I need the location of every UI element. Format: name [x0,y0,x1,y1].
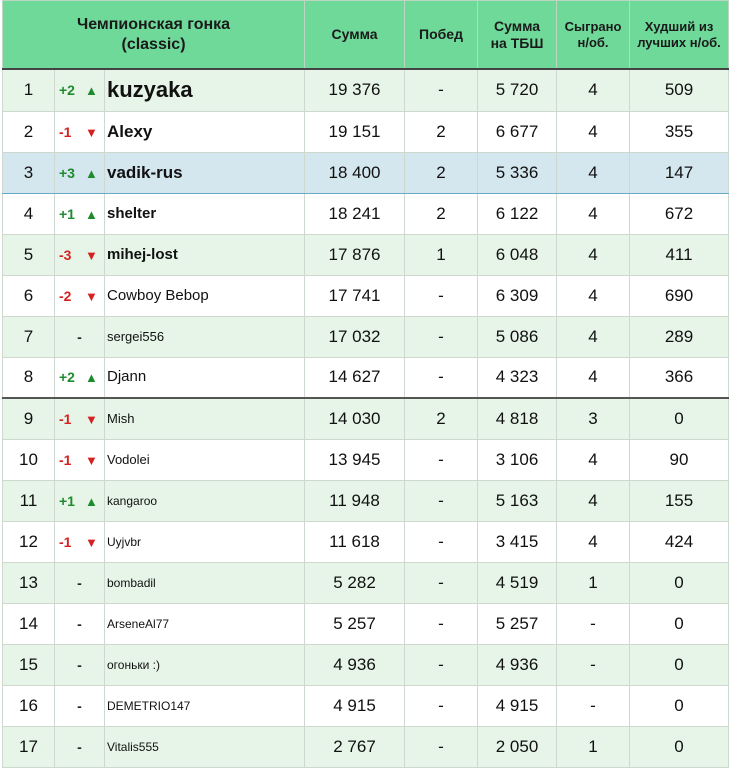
wins-cell: - [405,562,478,603]
player-name: Uyjvbr [107,534,142,549]
rank-cell: 12 [3,521,55,562]
change-cell [55,685,105,726]
tbsh-cell: 6 309 [478,275,557,316]
player-name: Vodolei [107,451,150,467]
tbsh-cell: 5 086 [478,316,557,357]
played-cell: 4 [557,316,630,357]
rank-cell: 9 [3,398,55,439]
player-name-cell [105,193,305,234]
standings-body [3,69,729,767]
arrow-up-icon: ▲ [85,83,98,99]
change-value: -1 [59,123,72,140]
played-cell: 4 [557,275,630,316]
change-cell [55,275,105,316]
sum-cell: 19 151 [305,111,405,152]
rank-cell: 6 [3,275,55,316]
arrow-down-icon: ▼ [85,411,98,427]
change-cell [55,234,105,275]
wins-cell: - [405,275,478,316]
table-row [3,480,729,521]
arrow-down-icon: ▼ [85,288,98,304]
played-cell: 3 [557,398,630,439]
header-played [557,1,630,70]
played-cell: 4 [557,111,630,152]
tbsh-cell: 5 163 [478,480,557,521]
tbsh-cell: 4 818 [478,398,557,439]
change-cell [55,316,105,357]
header-wins [405,1,478,70]
player-name: Vitalis555 [107,739,159,754]
header-tbsh-text: Сумма на ТБШ [490,17,544,51]
player-name: Alexy [107,121,153,141]
change-value: -1 [59,533,72,550]
sum-cell: 17 876 [305,234,405,275]
played-cell: 4 [557,234,630,275]
sum-cell: 14 627 [305,357,405,398]
tbsh-cell: 4 915 [478,685,557,726]
tbsh-cell: 6 048 [478,234,557,275]
change-cell [55,644,105,685]
rank-cell: 10 [3,439,55,480]
change-cell [55,603,105,644]
played-cell: 1 [557,562,630,603]
arrow-up-icon: ▲ [85,165,98,181]
player-name-cell [105,521,305,562]
player-name-cell [105,234,305,275]
player-name: Djann [107,368,147,386]
change-value: -1 [59,410,72,427]
change-cell [55,439,105,480]
player-name: sergei556 [107,328,165,344]
worst-cell: 0 [630,603,729,644]
tbsh-cell: 4 519 [478,562,557,603]
sum-cell: 17 741 [305,275,405,316]
wins-cell: 2 [405,152,478,193]
wins-cell: - [405,685,478,726]
played-cell: 4 [557,480,630,521]
wins-cell: - [405,480,478,521]
arrow-down-icon: ▼ [85,452,98,468]
change-cell [55,562,105,603]
rank-cell: 2 [3,111,55,152]
player-name: огоньки :) [107,657,160,672]
player-name-cell [105,603,305,644]
player-name: Cowboy Bebop [107,286,209,304]
table-row [3,398,729,439]
played-cell: - [557,603,630,644]
sum-cell: 17 032 [305,316,405,357]
player-name-cell [105,644,305,685]
worst-cell: 0 [630,398,729,439]
table-row [3,644,729,685]
worst-cell: 690 [630,275,729,316]
header-title [3,1,305,70]
worst-cell: 366 [630,357,729,398]
wins-cell: - [405,726,478,767]
player-name-cell [105,152,305,193]
sum-cell: 18 400 [305,152,405,193]
worst-cell: 90 [630,439,729,480]
table-row [3,357,729,398]
change-cell [55,480,105,521]
sum-cell: 11 618 [305,521,405,562]
table-row [3,275,729,316]
change-value: -1 [59,451,72,468]
tbsh-cell: 6 677 [478,111,557,152]
arrow-down-icon: ▼ [85,247,98,263]
tbsh-cell: 5 336 [478,152,557,193]
sum-cell: 11 948 [305,480,405,521]
worst-cell: 355 [630,111,729,152]
player-name-cell [105,275,305,316]
rank-cell: 16 [3,685,55,726]
worst-cell: 424 [630,521,729,562]
worst-cell: 155 [630,480,729,521]
tbsh-cell: 3 106 [478,439,557,480]
change-value: +2 [59,82,75,99]
change-value: - [77,574,82,591]
tbsh-cell: 2 050 [478,726,557,767]
played-cell: 1 [557,726,630,767]
change-value: - [77,697,82,714]
rank-cell: 13 [3,562,55,603]
table-row [3,234,729,275]
worst-cell: 289 [630,316,729,357]
played-cell: - [557,644,630,685]
player-name: Mish [107,410,135,426]
sum-cell: 5 257 [305,603,405,644]
sum-cell: 4 936 [305,644,405,685]
sum-cell: 4 915 [305,685,405,726]
arrow-up-icon: ▲ [85,493,98,509]
wins-cell: - [405,69,478,111]
played-cell: 4 [557,521,630,562]
player-name: shelter [107,204,157,222]
worst-cell: 147 [630,152,729,193]
change-cell [55,69,105,111]
wins-cell: - [405,521,478,562]
wins-cell: - [405,603,478,644]
player-name-cell [105,726,305,767]
table-row [3,316,729,357]
rank-cell: 11 [3,480,55,521]
played-cell: 4 [557,357,630,398]
worst-cell: 672 [630,193,729,234]
change-value: +2 [59,369,75,386]
wins-cell: 2 [405,193,478,234]
player-name-cell [105,316,305,357]
played-cell: 4 [557,193,630,234]
change-cell [55,152,105,193]
sum-cell: 19 376 [305,69,405,111]
table-row [3,111,729,152]
change-cell [55,357,105,398]
table-row [3,685,729,726]
tbsh-cell: 6 122 [478,193,557,234]
tbsh-cell: 5 720 [478,69,557,111]
change-value: -3 [59,246,72,263]
player-name: vadik-rus [107,162,183,182]
worst-cell: 509 [630,69,729,111]
change-value: - [77,738,82,755]
played-cell: 4 [557,439,630,480]
table-row [3,603,729,644]
arrow-up-icon: ▲ [85,206,98,222]
header-sum [305,1,405,70]
table-row [3,521,729,562]
rank-cell: 14 [3,603,55,644]
wins-cell: 2 [405,398,478,439]
rank-cell: 17 [3,726,55,767]
played-cell: 4 [557,152,630,193]
table-row [3,69,729,111]
wins-cell: - [405,644,478,685]
change-value: +1 [59,492,75,509]
change-value: - [77,656,82,673]
change-value: +1 [59,205,75,222]
tbsh-cell: 4 936 [478,644,557,685]
change-cell [55,398,105,439]
player-name-cell [105,357,305,398]
player-name: kangaroo [107,493,158,508]
tbsh-cell: 3 415 [478,521,557,562]
header-tbsh [478,1,557,70]
rank-cell: 5 [3,234,55,275]
played-cell: 4 [557,69,630,111]
rank-cell: 3 [3,152,55,193]
rank-cell: 7 [3,316,55,357]
arrow-down-icon: ▼ [85,534,98,550]
worst-cell: 0 [630,726,729,767]
wins-cell: - [405,439,478,480]
wins-cell: - [405,357,478,398]
player-name-cell [105,398,305,439]
arrow-up-icon: ▲ [85,370,98,386]
rank-cell: 1 [3,69,55,111]
change-cell [55,193,105,234]
header-worst [630,1,729,70]
player-name: bombadil [107,575,156,590]
sum-cell: 2 767 [305,726,405,767]
table-row [3,152,729,193]
player-name: DEMETRIO147 [107,698,191,713]
header-sum-text: Сумма [331,26,378,42]
header-worst-text: Худший из лучших н/об. [637,18,721,50]
header-played-text: Сыграно н/об. [564,18,622,50]
change-value: - [77,615,82,632]
change-value: +3 [59,164,75,181]
table-row [3,562,729,603]
change-value: - [77,328,82,345]
rank-cell: 8 [3,357,55,398]
wins-cell: - [405,316,478,357]
player-name-cell [105,562,305,603]
table-row [3,193,729,234]
table-row [3,439,729,480]
sum-cell: 14 030 [305,398,405,439]
arrow-down-icon: ▼ [85,124,98,140]
rank-cell: 4 [3,193,55,234]
worst-cell: 0 [630,644,729,685]
table-row [3,726,729,767]
standings-table [2,0,729,768]
worst-cell: 0 [630,562,729,603]
tbsh-cell: 5 257 [478,603,557,644]
player-name-cell [105,69,305,111]
tbsh-cell: 4 323 [478,357,557,398]
played-cell: - [557,685,630,726]
change-cell [55,726,105,767]
sum-cell: 18 241 [305,193,405,234]
header-title-text: Чемпионская гонка (classic) [76,15,231,53]
player-name: kuzyaka [107,77,193,103]
player-name-cell [105,480,305,521]
wins-cell: 1 [405,234,478,275]
header-row [3,1,729,70]
sum-cell: 5 282 [305,562,405,603]
player-name-cell [105,111,305,152]
change-cell [55,521,105,562]
header-wins-text: Побед [419,26,463,42]
player-name-cell [105,685,305,726]
worst-cell: 0 [630,685,729,726]
player-name: mihej-lost [107,245,178,263]
worst-cell: 411 [630,234,729,275]
change-value: -2 [59,287,72,304]
player-name-cell [105,439,305,480]
change-cell [55,111,105,152]
sum-cell: 13 945 [305,439,405,480]
wins-cell: 2 [405,111,478,152]
player-name: ArseneAl77 [107,616,170,631]
rank-cell: 15 [3,644,55,685]
